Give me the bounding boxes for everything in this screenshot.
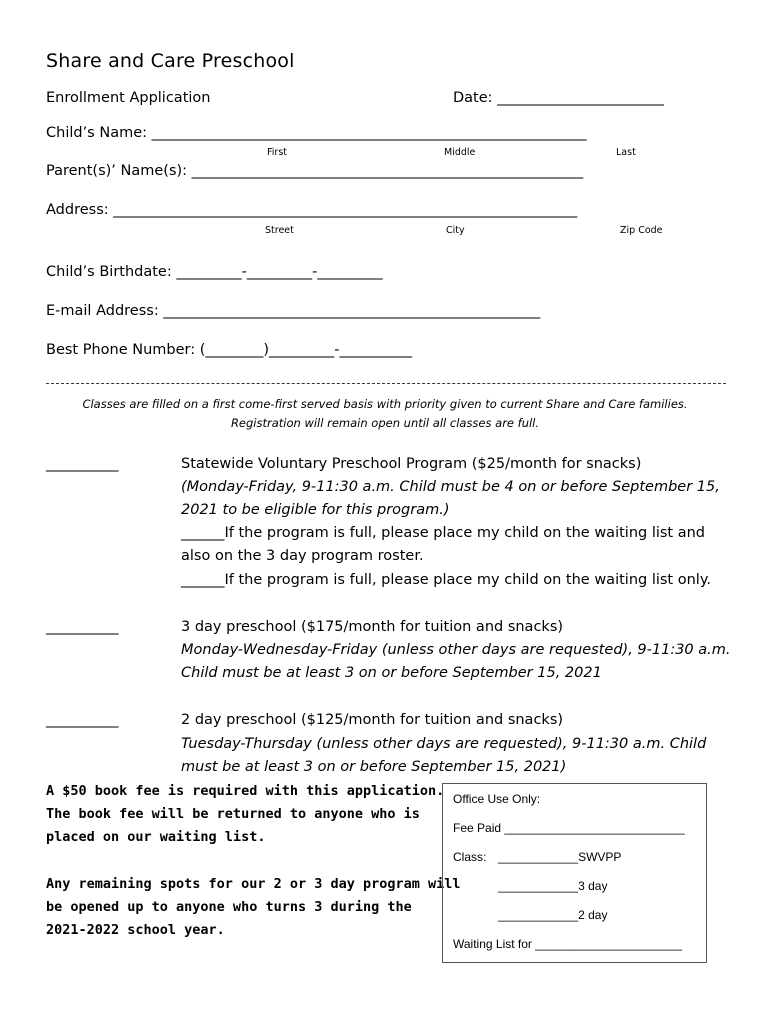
three-day-detail-2: Child must be at least 3 on or before September 15, 2021 (181, 665, 602, 681)
parent-name-field[interactable]: Parent(s)’ Name(s): ______________________________________________________ (46, 163, 584, 179)
first-label: First (267, 147, 287, 158)
notice-line-1: Classes are filled on a first come-first served basis with priority given to current Share and Care families. (82, 397, 688, 411)
last-label: Last (616, 147, 636, 158)
notice-line-2: Registration will remain open until all classes are full. (230, 416, 540, 430)
fee-line-1: A $50 book fee is required with this application. (46, 783, 445, 799)
divider (46, 383, 726, 384)
fee-line-5: be opened up to anyone who turns 3 during the (46, 899, 412, 915)
class-2day-field[interactable]: ____________2 day (498, 908, 608, 922)
office-heading: Office Use Only: (453, 792, 541, 806)
svpp-option-1-cont: also on the 3 day program roster. (181, 548, 424, 564)
zip-label: Zip Code (620, 225, 663, 236)
form-name: Enrollment Application (46, 90, 211, 106)
svpp-detail-2: 2021 to be eligible for this program.) (181, 502, 450, 518)
email-field[interactable]: E-mail Address: ____________________________________________________ (46, 303, 541, 319)
svpp-checkbox-line[interactable]: __________ (46, 456, 119, 472)
three-day-detail-1: Monday-Wednesday-Friday (unless other days are requested), 9-11:30 a.m. (181, 642, 731, 658)
svpp-detail-1: (Monday-Friday, 9-11:30 a.m. Child must be 4 on or before September 15, (181, 479, 720, 495)
form-title: Share and Care Preschool (46, 50, 295, 72)
two-day-detail-1: Tuesday-Thursday (unless other days are requested), 9-11:30 a.m. Child (181, 736, 707, 752)
middle-label: Middle (444, 147, 476, 158)
city-label: City (446, 225, 465, 236)
waiting-list-field[interactable]: Waiting List for ______________________ (453, 937, 683, 951)
child-name-field[interactable]: Child’s Name: ____________________________________________________________ (46, 125, 587, 141)
street-label: Street (265, 225, 294, 236)
fee-line-4: Any remaining spots for our 2 or 3 day program will (46, 876, 461, 892)
two-day-checkbox-line[interactable]: __________ (46, 712, 119, 728)
fee-line-2: The book fee will be returned to anyone who is (46, 806, 420, 822)
three-day-title: 3 day preschool ($175/month for tuition and snacks) (181, 619, 564, 635)
address-field[interactable]: Address: ________________________________________________________________ (46, 202, 578, 218)
class-3day-field[interactable]: ____________3 day (498, 879, 608, 893)
class-svpp-field[interactable]: ____________SWVPP (498, 850, 622, 864)
two-day-title: 2 day preschool ($125/month for tuition and snacks) (181, 712, 564, 728)
class-label: Class: (453, 850, 487, 864)
fee-paid-field[interactable]: Fee Paid ___________________________ (453, 821, 685, 835)
svpp-title: Statewide Voluntary Preschool Program ($25/month for snacks) (181, 456, 642, 472)
three-day-checkbox-line[interactable]: __________ (46, 619, 119, 635)
date-field[interactable]: Date: _______________________ (453, 90, 664, 106)
phone-field[interactable]: Best Phone Number: (________)_________-__________ (46, 342, 413, 358)
fee-line-3: placed on our waiting list. (46, 829, 266, 845)
two-day-detail-2: must be at least 3 on or before September 15, 2021) (181, 759, 567, 775)
office-use-box (442, 783, 707, 963)
birthdate-field[interactable]: Child’s Birthdate: _________-_________-_________ (46, 264, 383, 280)
svpp-option-1[interactable]: ______If the program is full, please place my child on the waiting list and (181, 525, 706, 541)
svpp-option-2[interactable]: ______If the program is full, please place my child on the waiting list only. (181, 572, 711, 588)
fee-line-6: 2021-2022 school year. (46, 922, 225, 938)
